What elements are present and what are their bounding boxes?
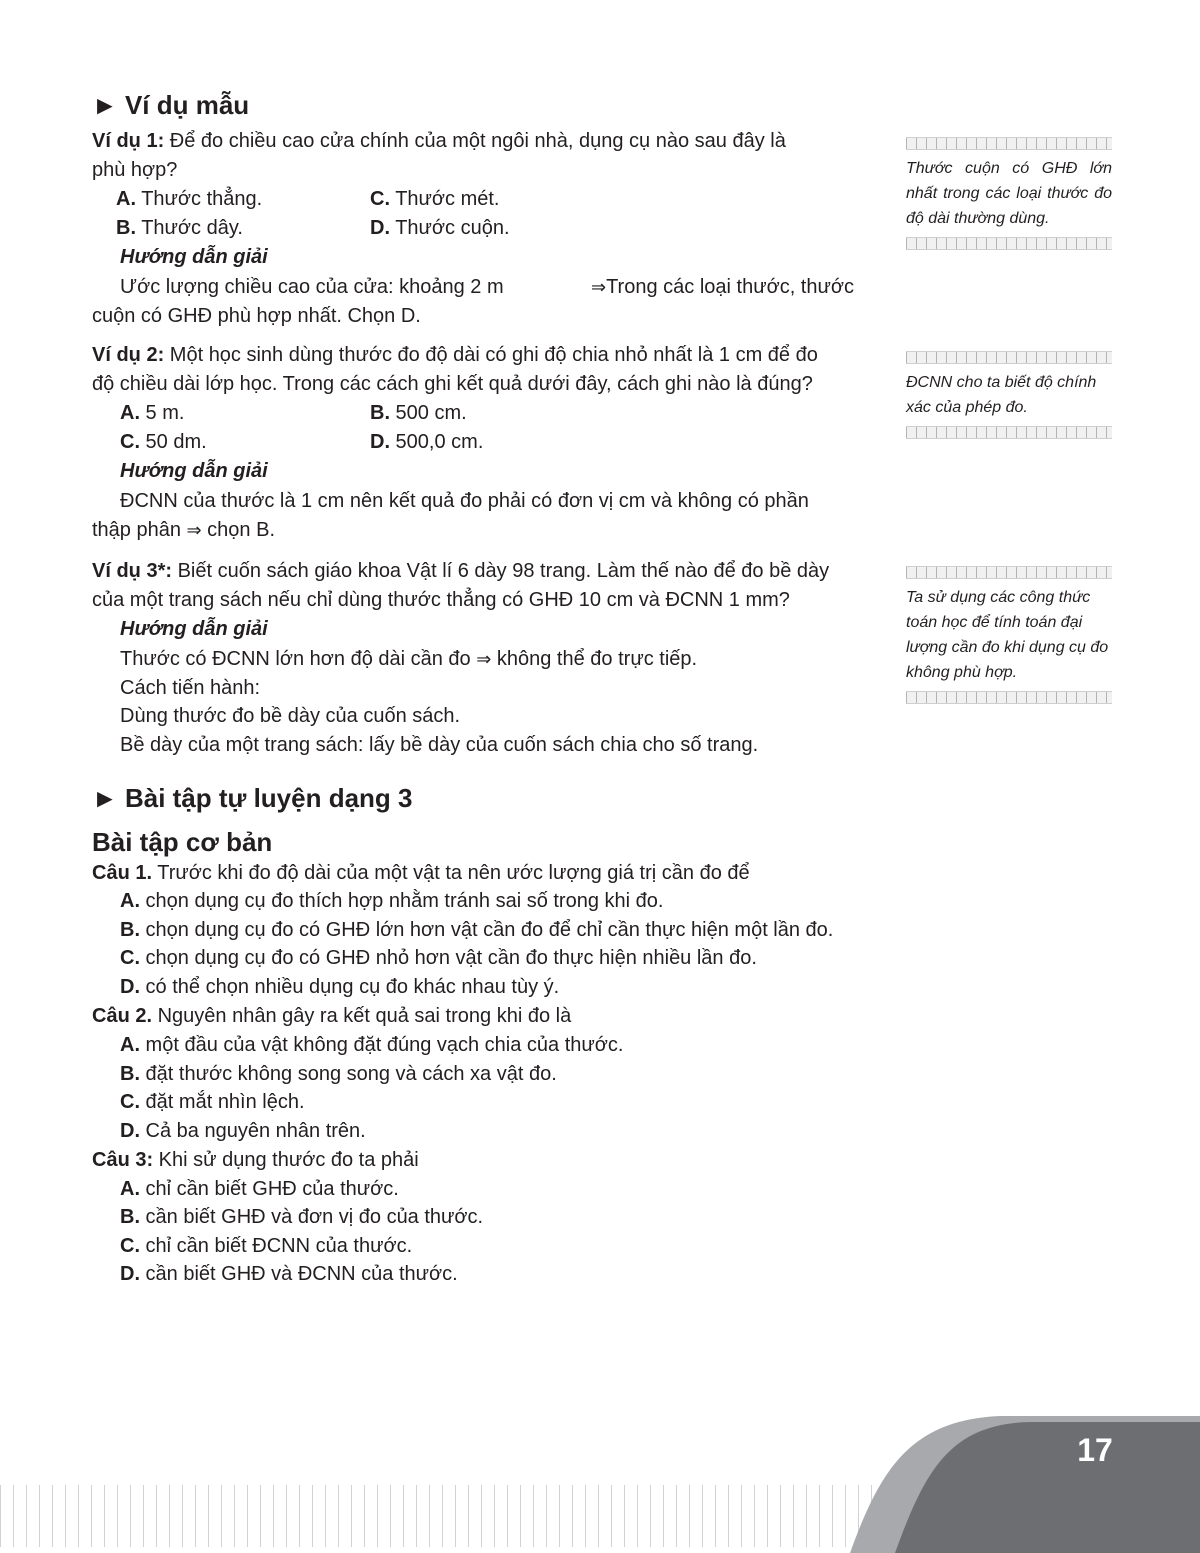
ex1-option-d: D. Thước cuộn.	[370, 217, 510, 239]
note-divider	[906, 351, 1112, 364]
q2-option-a: A. một đầu của vật không đặt đúng vạch chia của thước.	[120, 1034, 624, 1056]
section-example-title: ► Ví dụ mẫu	[92, 90, 250, 120]
ex2-option-a: A. 5 m.	[120, 402, 185, 424]
ex2-question: Ví dụ 2: Một học sinh dùng thước đo độ dài có ghi độ chia nhỏ nhất là 1 cm để đo	[92, 344, 818, 366]
q1-option-a: A. chọn dụng cụ đo thích hợp nhằm tránh sai số trong khi đo.	[120, 890, 664, 912]
implies-arrow-icon: ⇒	[186, 520, 202, 541]
ex1-answer-line1: Ước lượng chiều cao của cửa: khoảng 2 m ⇒Trong các loại thước, thước	[120, 276, 854, 298]
ex1-guide-title: Hướng dẫn giải	[120, 246, 268, 268]
q3-option-c: C. chỉ cần biết ĐCNN của thước.	[120, 1235, 413, 1257]
ex3-line3: Dùng thước đo bề dày của cuốn sách.	[120, 705, 461, 727]
section-practice-title: ► Bài tập tự luyện dạng 3	[92, 783, 413, 813]
q3-option-a: A. chỉ cần biết GHĐ của thước.	[120, 1178, 399, 1200]
ex3-question-line2: của một trang sách nếu chỉ dùng thước thẳng có GHĐ 10 cm và ĐCNN 1 mm?	[92, 589, 790, 611]
note-divider	[906, 426, 1112, 439]
ex1-option-a: A. Thước thẳng.	[116, 188, 263, 210]
ex3-line1: Thước có ĐCNN lớn hơn độ dài cần đo ⇒ không thể đo trực tiếp.	[120, 648, 698, 670]
ex1-option-b: B. Thước dây.	[116, 217, 243, 239]
footer-wave-decoration	[840, 1410, 1200, 1553]
ex1-answer-line2: cuộn có GHĐ phù hợp nhất. Chọn D.	[92, 305, 421, 327]
ex2-option-c: C. 50 dm.	[120, 431, 207, 453]
ex1-option-c: C. Thước mét.	[370, 188, 500, 210]
question-3: Câu 3: Khi sử dụng thước đo ta phải	[92, 1149, 419, 1171]
ex3-guide-title: Hướng dẫn giải	[120, 618, 268, 640]
ex1-question-line1: Để đo chiều cao cửa chính của một ngôi nhà, dụng cụ nào sau đây là	[164, 130, 786, 152]
q1-option-b: B. chọn dụng cụ đo có GHĐ lớn hơn vật cần đo để chỉ cần thực hiện một lần đo.	[120, 919, 834, 941]
ex3-line2: Cách tiến hành:	[120, 677, 261, 699]
implies-arrow-icon: ⇒	[476, 649, 492, 670]
note-divider	[906, 137, 1112, 150]
question-1: Câu 1. Trước khi đo độ dài của một vật ta nên ước lượng giá trị cần đo để	[92, 862, 750, 884]
ex2-option-d: D. 500,0 cm.	[370, 431, 484, 453]
ex1-question	[92, 127, 786, 156]
ex3-line4: Bề dày của một trang sách: lấy bề dày của cuốn sách chia cho số trang.	[120, 734, 759, 756]
q3-option-d: D. cần biết GHĐ và ĐCNN của thước.	[120, 1263, 458, 1285]
q2-option-d: D. Cả ba nguyên nhân trên.	[120, 1120, 366, 1142]
side-note-1: Thước cuộn có GHĐ lớn nhất trong các loại thước đo độ dài thường dùng.	[906, 160, 1112, 227]
q1-option-c: C. chọn dụng cụ đo có GHĐ nhỏ hơn vật cần đo thực hiện nhiều lần đo.	[120, 947, 757, 969]
ex3-question: Ví dụ 3*: Biết cuốn sách giáo khoa Vật lí 6 dày 98 trang. Làm thế nào để đo bề dày	[92, 560, 830, 582]
ex2-option-b: B. 500 cm.	[370, 402, 467, 424]
note-divider	[906, 691, 1112, 704]
ex2-answer-line2: thập phân ⇒ chọn B.	[92, 519, 276, 541]
ex2-answer-line1: ĐCNN của thước là 1 cm nên kết quả đo phải có đơn vị cm và không có phần	[120, 490, 809, 512]
note-divider	[906, 566, 1112, 579]
ex2-question-line2: độ chiều dài lớp học. Trong các cách ghi kết quả dưới đây, cách ghi nào là đúng?	[92, 373, 813, 395]
implies-arrow-icon: ⇒	[590, 277, 607, 298]
q3-option-b: B. cần biết GHĐ và đơn vị đo của thước.	[120, 1206, 484, 1228]
q2-option-c: C. đặt mắt nhìn lệch.	[120, 1091, 305, 1113]
ex3-label: Ví dụ 3*:	[92, 560, 173, 582]
side-note-2: ĐCNN cho ta biết độ chính xác của phép đo.	[906, 374, 1097, 416]
ex1-label: Ví dụ 1:	[92, 130, 165, 152]
q1-option-d: D. có thể chọn nhiều dụng cụ đo khác nhau tùy ý.	[120, 976, 560, 998]
basic-exercises-title: Bài tập cơ bản	[92, 827, 273, 857]
question-2: Câu 2. Nguyên nhân gây ra kết quả sai trong khi đo là	[92, 1005, 572, 1027]
side-note-3: Ta sử dụng các công thức toán học để tính toán đại lượng cần đo khi dụng cụ đo không phù hợp.	[906, 589, 1109, 681]
ex1-question-line2: phù hợp?	[92, 159, 178, 181]
page-number: 17	[1077, 1432, 1113, 1468]
note-divider	[906, 237, 1112, 250]
ex2-guide-title: Hướng dẫn giải	[120, 460, 268, 482]
q2-option-b: B. đặt thước không song song và cách xa vật đo.	[120, 1063, 557, 1085]
footer-ruler	[0, 1485, 900, 1547]
ex2-label: Ví dụ 2:	[92, 344, 165, 366]
